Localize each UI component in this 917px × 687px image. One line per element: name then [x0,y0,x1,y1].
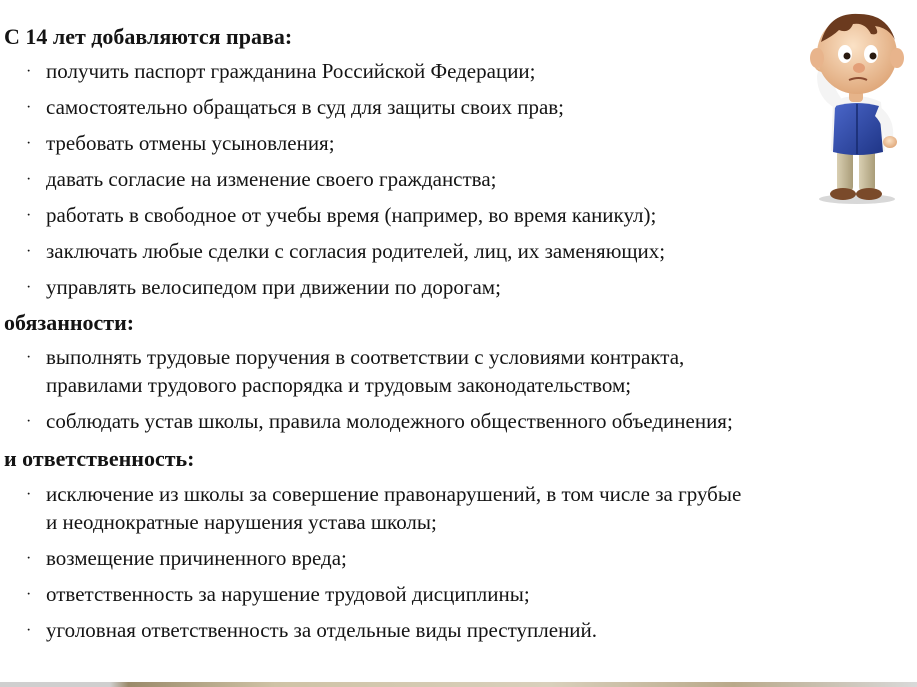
list-item-text: и неоднократные нарушения устава школы; [46,510,437,534]
list-item-text: управлять велосипедом при движении по дорогам; [46,275,501,299]
list-item-text: соблюдать устав школы, правила молодежного общественного объединения; [46,409,733,433]
list-item-text: требовать отмены усыновления; [46,131,335,155]
bullet-icon: · [26,63,32,80]
bullet-icon: · [26,99,32,116]
bullet-icon: · [26,486,32,503]
list-item-text: уголовная ответственность за отдельные виды преступлений. [46,618,598,642]
bullet-icon: · [26,586,32,603]
section-heading-responsibility: и ответственность: [4,446,195,471]
bottom-divider [0,682,917,687]
bullet-icon: · [26,413,32,430]
list-item-text: получить паспорт гражданина Российской Федерации; [46,59,536,83]
list-item-text: исключение из школы за совершение правонарушений, в том числе за грубые [46,482,742,506]
cartoon-boy-thinking-icon [795,6,917,206]
list-item-text: выполнять трудовые поручения в соответствии с условиями контракта, [46,345,685,369]
bullet-icon: · [26,207,32,224]
list-item-text: ответственность за нарушение трудовой дисциплины; [46,582,530,606]
list-item-text: возмещение причиненного вреда; [46,546,347,570]
bullet-icon: · [26,279,32,296]
list-item-text: заключать любые сделки с согласия родителей, лиц, их заменяющих; [46,239,666,263]
bullet-icon: · [26,349,32,366]
list-item-text: самостоятельно обращаться в суд для защиты своих прав; [46,95,565,119]
section-heading-duties: обязанности: [4,310,135,335]
list-item-text: давать согласие на изменение своего гражданства; [46,167,497,191]
section-heading-rights: С 14 лет добавляются права: [4,24,293,49]
bullet-icon: · [26,243,32,260]
list-item-text: работать в свободное от учебы время (например, во время каникул); [46,203,657,227]
bullet-icon: · [26,135,32,152]
bullet-icon: · [26,171,32,188]
bullet-icon: · [26,550,32,567]
bullet-icon: · [26,622,32,639]
list-item-text: правилами трудового распорядка и трудовым законодательством; [46,373,632,397]
